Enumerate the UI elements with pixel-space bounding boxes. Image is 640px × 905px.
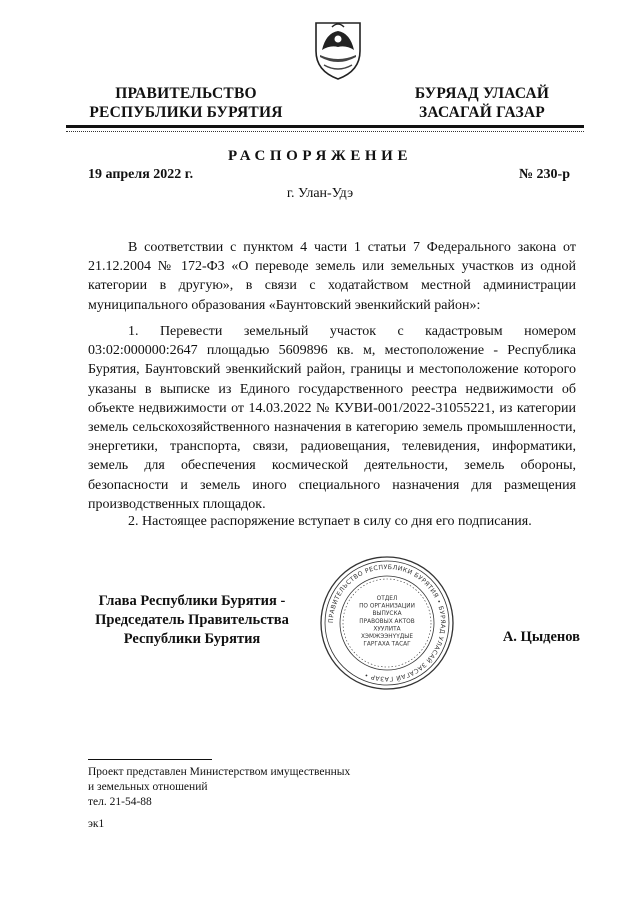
seal-center-line: ГАРГАХА ТАСАГ [363,641,411,648]
signatory-position-line2: Председатель Правительства [95,612,289,628]
signatory-position [88,592,296,649]
government-name-buryat [400,84,564,122]
document-title: РАСПОРЯЖЕНИЕ [227,148,413,164]
seal-center-line: ПРАВОВЫХ АКТОВ [359,618,415,625]
clause-1-block [88,322,576,514]
government-name-russian [86,84,286,122]
header-right-line2: ЗАСАГАЙ ГАЗАР [419,104,545,121]
signatory-position-line3: Республики Бурятия [123,631,261,647]
header-dotted-divider [66,131,584,132]
clause-2-paragraph: 2. Настоящее распоряжение вступает в силу со дня его подписания. [128,514,532,529]
signatory-name: А. Цыденов [502,629,580,645]
document-date: 19 апреля 2022 г. [88,167,194,182]
seal-ring-text: ПРАВИТЕЛЬСТВО РЕСПУБЛИКИ БУРЯТИЯ • БУРЯАД УЛАСАЙ ЗАСАГАЙ ГАЗАР • [327,563,447,683]
header-left-line1: ПРАВИТЕЛЬСТВО [115,85,257,102]
seal-center-line: ПО ОРГАНИЗАЦИИ [359,603,415,610]
preamble-block [88,238,576,315]
footnote-divider [88,759,212,760]
clause-1-paragraph: 1. Перевести земельный участок с кадастровым номером 03:02:000000:2647 площадью 5609896 кв. м, местоположение - Республика Бурятия, Баунтовский эвенкийский район, границы и местоположение которого указаны в выписке из Единого государственного реестра недвижимости об объекте недвижимости от 14.03.2022 № КУВИ-001/2022-31055221, из категории земель сельскохозяйственного назначения в категорию земель промышленности, энергетики, транспорта, связи, радиовещания, телевидения, информатики, земель для обеспечения космической деятельности, земель обороны, безопасности и земель иного специального назначения для размещения производственных площадок. [88,324,576,512]
document-number: № 230-р [518,167,570,182]
footnote-line3: тел. 21-54-88 [88,796,152,808]
coat-of-arms-icon [312,17,364,81]
signatory-position-line1: Глава Республики Бурятия - [98,593,286,609]
seal-center-line: ВЫПУСКА [372,611,402,618]
footnote-block [88,765,350,810]
header-right-line1: БУРЯАД УЛАСАЙ [414,85,550,102]
document-city: г. Улан-Удэ [286,186,354,201]
executor-code: эк1 [88,818,105,830]
official-seal-icon [318,554,456,692]
footnote-line1: Проект представлен Министерством имущественных [88,766,351,778]
header-divider [66,125,584,128]
seal-center-line: ХУУЛИТА [373,626,401,633]
preamble-paragraph: В соответствии с пунктом 4 части 1 статьи 7 Федерального закона от 21.12.2004 № 172-ФЗ «О переводе земель или земельных участков из одной категории в другую», в связи с ходатайством местной администрации муниципального образования «Баунтовский эвенкийский район»: [88,240,576,313]
footnote-line2: и земельных отношений [88,781,208,793]
clause-2-block [88,512,576,531]
header-left-line2: РЕСПУБЛИКИ БУРЯТИЯ [89,104,283,121]
seal-center-line: ХЭМЖЭЭНҮҮДЫЕ [360,634,414,640]
seal-center-line: ОТДЕЛ [376,596,398,602]
